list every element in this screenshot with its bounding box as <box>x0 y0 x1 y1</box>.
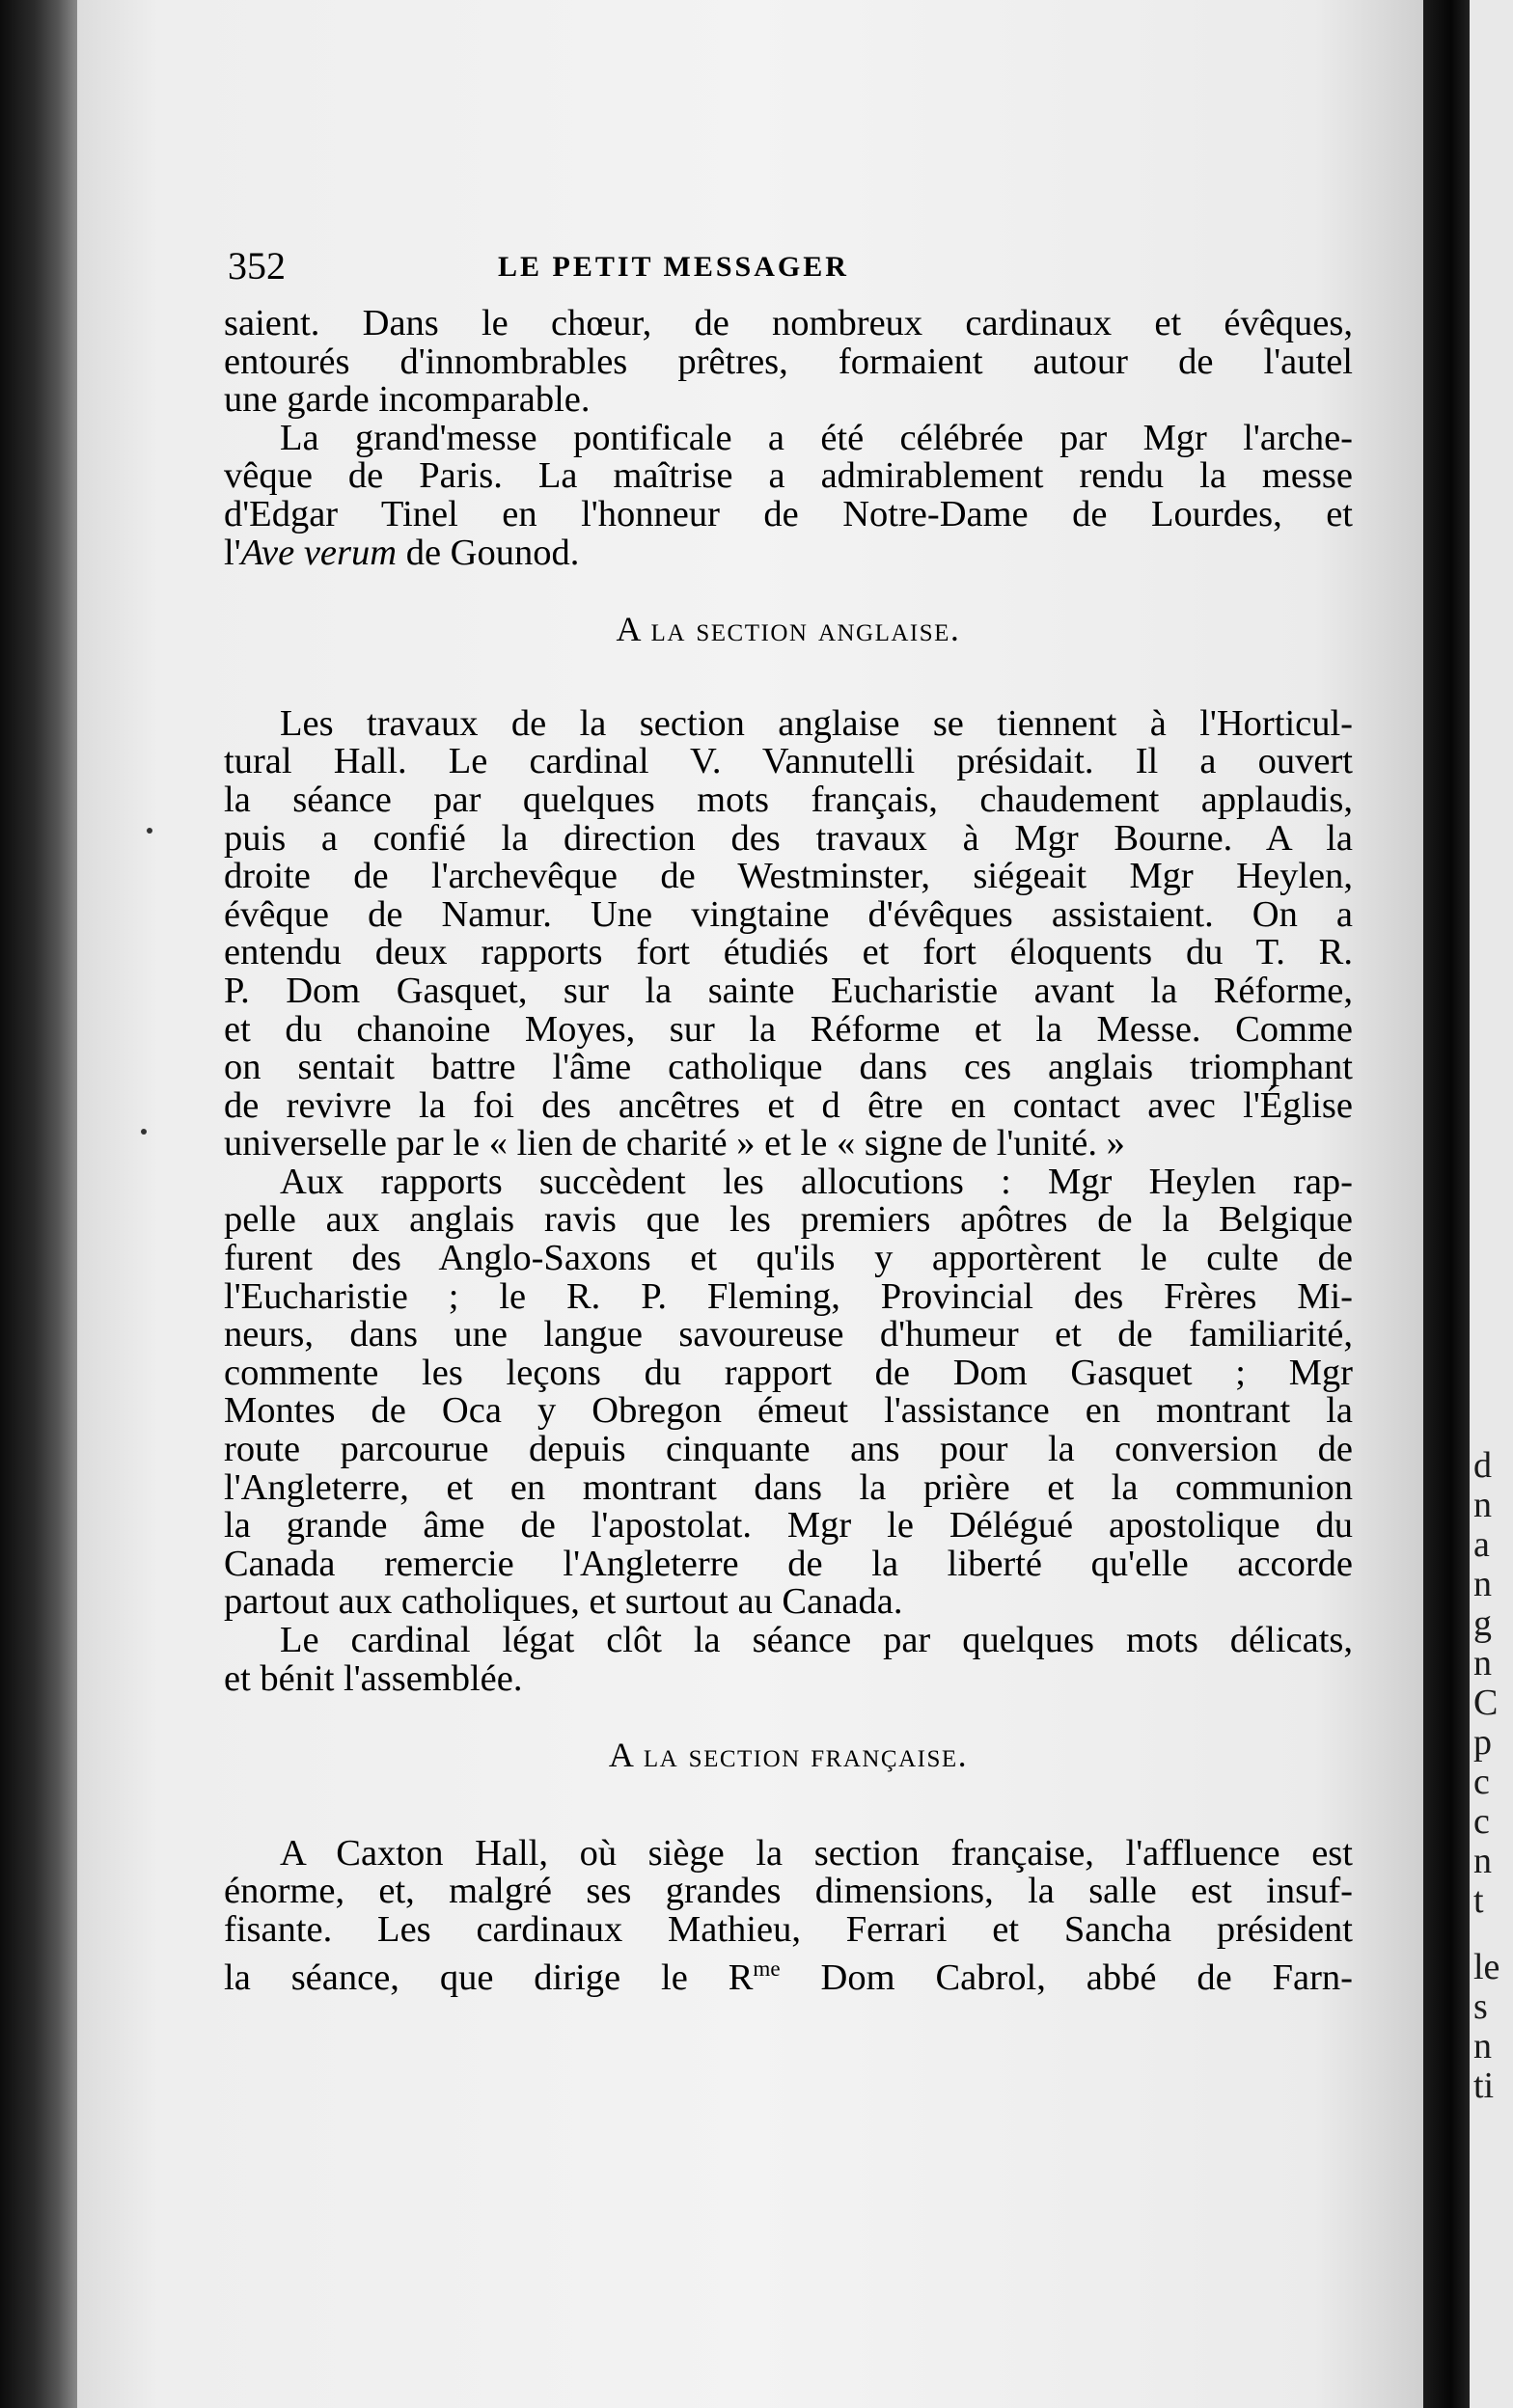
page-header <box>228 243 1193 291</box>
italic-title: Ave verum <box>240 532 398 573</box>
text-line: Les travaux de la section anglaise se tiennent à l'Horticul- <box>280 702 1353 744</box>
paragraph <box>224 417 1353 573</box>
paragraph <box>224 305 1353 420</box>
paragraph <box>224 1163 1353 1622</box>
text-line: la grande âme de l'apostolat. Mgr le Délégué apostolique du <box>224 1505 1353 1546</box>
text-line: partout aux catholiques, et surtout au Canada. <box>224 1581 903 1623</box>
text-line: l'Eucharistie ; le R. P. Fleming, Provincial des Frères Mi- <box>224 1275 1353 1317</box>
text-line: Le cardinal légat clôt la séance par quelques mots délicats, <box>280 1620 1353 1660</box>
text-line: de revivre la foi des ancêtres et d être en contact avec l'Église <box>224 1084 1353 1126</box>
paragraph <box>224 1832 1353 1998</box>
text-line: l'Angleterre, et en montrant dans la prière et la communion <box>224 1466 1353 1508</box>
text-line: route parcourue depuis cinquante ans pour la conversion de <box>224 1429 1353 1470</box>
text-line: énorme, et, malgré ses grandes dimensions, la salle est insuf- <box>224 1871 1353 1912</box>
text-line: on sentait battre l'âme catholique dans ces anglais triomphant <box>224 1047 1353 1088</box>
book-gutter <box>1423 0 1470 2408</box>
text-fragment: la séance, que dirige le R <box>224 1956 754 1998</box>
text-line: évêque de Namur. Une vingtaine d'évêques assistaient. On a <box>224 893 1353 935</box>
facing-page-fragment: c <box>1473 1762 1490 1802</box>
text-line: Aux rapports succèdent les allocutions : Mgr Heylen rap- <box>280 1161 1353 1202</box>
facing-page-fragment: n <box>1473 2026 1492 2066</box>
paragraph <box>224 1622 1353 1698</box>
facing-page-fragment: d <box>1473 1445 1492 1486</box>
facing-page-fragment: le <box>1473 1947 1500 1987</box>
text-line: commente les leçons du rapport de Dom Gasquet ; Mgr <box>224 1352 1353 1393</box>
heading-text: A la section française. <box>608 1736 969 1775</box>
text-line: neurs, dans une langue savoureuse d'humeur et de familiarité, <box>224 1314 1353 1355</box>
text-line: Montes de Oca y Obregon émeut l'assistance en montrant la <box>224 1390 1353 1432</box>
text-line: puis a confié la direction des travaux à Mgr Bourne. A la <box>224 817 1353 859</box>
text-line: Canada remercie l'Angleterre de la liberté qu'elle accorde <box>224 1543 1353 1584</box>
text-line: vêque de Paris. La maîtrise a admirablement rendu la messe <box>224 455 1353 497</box>
facing-page-fragment: C <box>1473 1683 1499 1723</box>
heading-text: A la section anglaise. <box>616 610 961 649</box>
body-text <box>224 305 1353 1997</box>
facing-page-fragment: n <box>1473 1643 1492 1683</box>
text-line: droite de l'archevêque de Westminster, siégeait Mgr Heylen, <box>224 856 1353 897</box>
text-line: universelle par le « lien de charité » et le « signe de l'unité. » <box>224 1123 1125 1164</box>
text-line: saient. Dans le chœur, de nombreux cardinaux et évêques, <box>224 303 1353 343</box>
facing-page-fragment: n <box>1473 1841 1492 1881</box>
text-line: furent des Anglo-Saxons et qu'ils y apportèrent le culte de <box>224 1238 1353 1279</box>
page-number: 352 <box>228 244 286 287</box>
speck-mark <box>141 1129 147 1135</box>
book-binding-shadow <box>0 0 77 2408</box>
facing-page-fragment: s <box>1473 1986 1488 2027</box>
paragraph <box>224 702 1353 1164</box>
text-line: une garde incomparable. <box>224 379 591 421</box>
facing-page-fragment: t <box>1473 1880 1484 1921</box>
text-line <box>224 534 1353 573</box>
text-line: d'Edgar Tinel en l'honneur de Notre-Dame de Lourdes, et <box>224 493 1353 534</box>
text-fragment: l' <box>224 532 241 573</box>
text-line: P. Dom Gasquet, sur la sainte Eucharistie avant la Réforme, <box>224 970 1353 1011</box>
facing-page-fragment: p <box>1473 1722 1492 1763</box>
facing-page-fragment: ti <box>1473 2066 1495 2106</box>
text-line: tural Hall. Le cardinal V. Vannutelli présidait. Il a ouvert <box>224 741 1353 782</box>
speck-mark <box>147 828 152 834</box>
text-line: entourés d'innombrables prêtres, formaient autour de l'autel <box>224 341 1353 382</box>
text-line: et bénit l'assemblée. <box>224 1657 523 1699</box>
text-fragment: Dom Cabrol, abbé de Farn- <box>780 1956 1353 1998</box>
text-line: la séance par quelques mots français, chaudement applaudis, <box>224 779 1353 820</box>
running-title: LE PETIT MESSAGER <box>498 251 849 283</box>
text-line <box>224 1950 1353 1997</box>
superscript: me <box>753 1955 781 1981</box>
text-line: fisante. Les cardinaux Mathieu, Ferrari et Sancha président <box>224 1908 1353 1950</box>
facing-page-fragment: g <box>1473 1603 1492 1644</box>
facing-page-fragment: c <box>1473 1801 1490 1842</box>
text-line: A Caxton Hall, où siège la section française, l'affluence est <box>280 1832 1353 1874</box>
facing-page-edge <box>1470 0 1513 2408</box>
text-line: pelle aux anglais ravis que les premiers apôtres de la Belgique <box>224 1199 1353 1241</box>
text-line: La grand'messe pontificale a été célébrée par Mgr l'arche- <box>280 417 1353 458</box>
text-line: et du chanoine Moyes, sur la Réforme et la Messe. Comme <box>224 1008 1353 1050</box>
facing-page-fragment: n <box>1473 1485 1492 1525</box>
section-heading <box>224 611 1353 649</box>
facing-page-fragment: a <box>1473 1524 1490 1565</box>
text-fragment: de Gounod. <box>397 532 580 573</box>
facing-page-fragment: n <box>1473 1564 1492 1604</box>
text-line: entendu deux rapports fort étudiés et fort éloquents du T. R. <box>224 932 1353 973</box>
section-heading <box>224 1737 1353 1775</box>
